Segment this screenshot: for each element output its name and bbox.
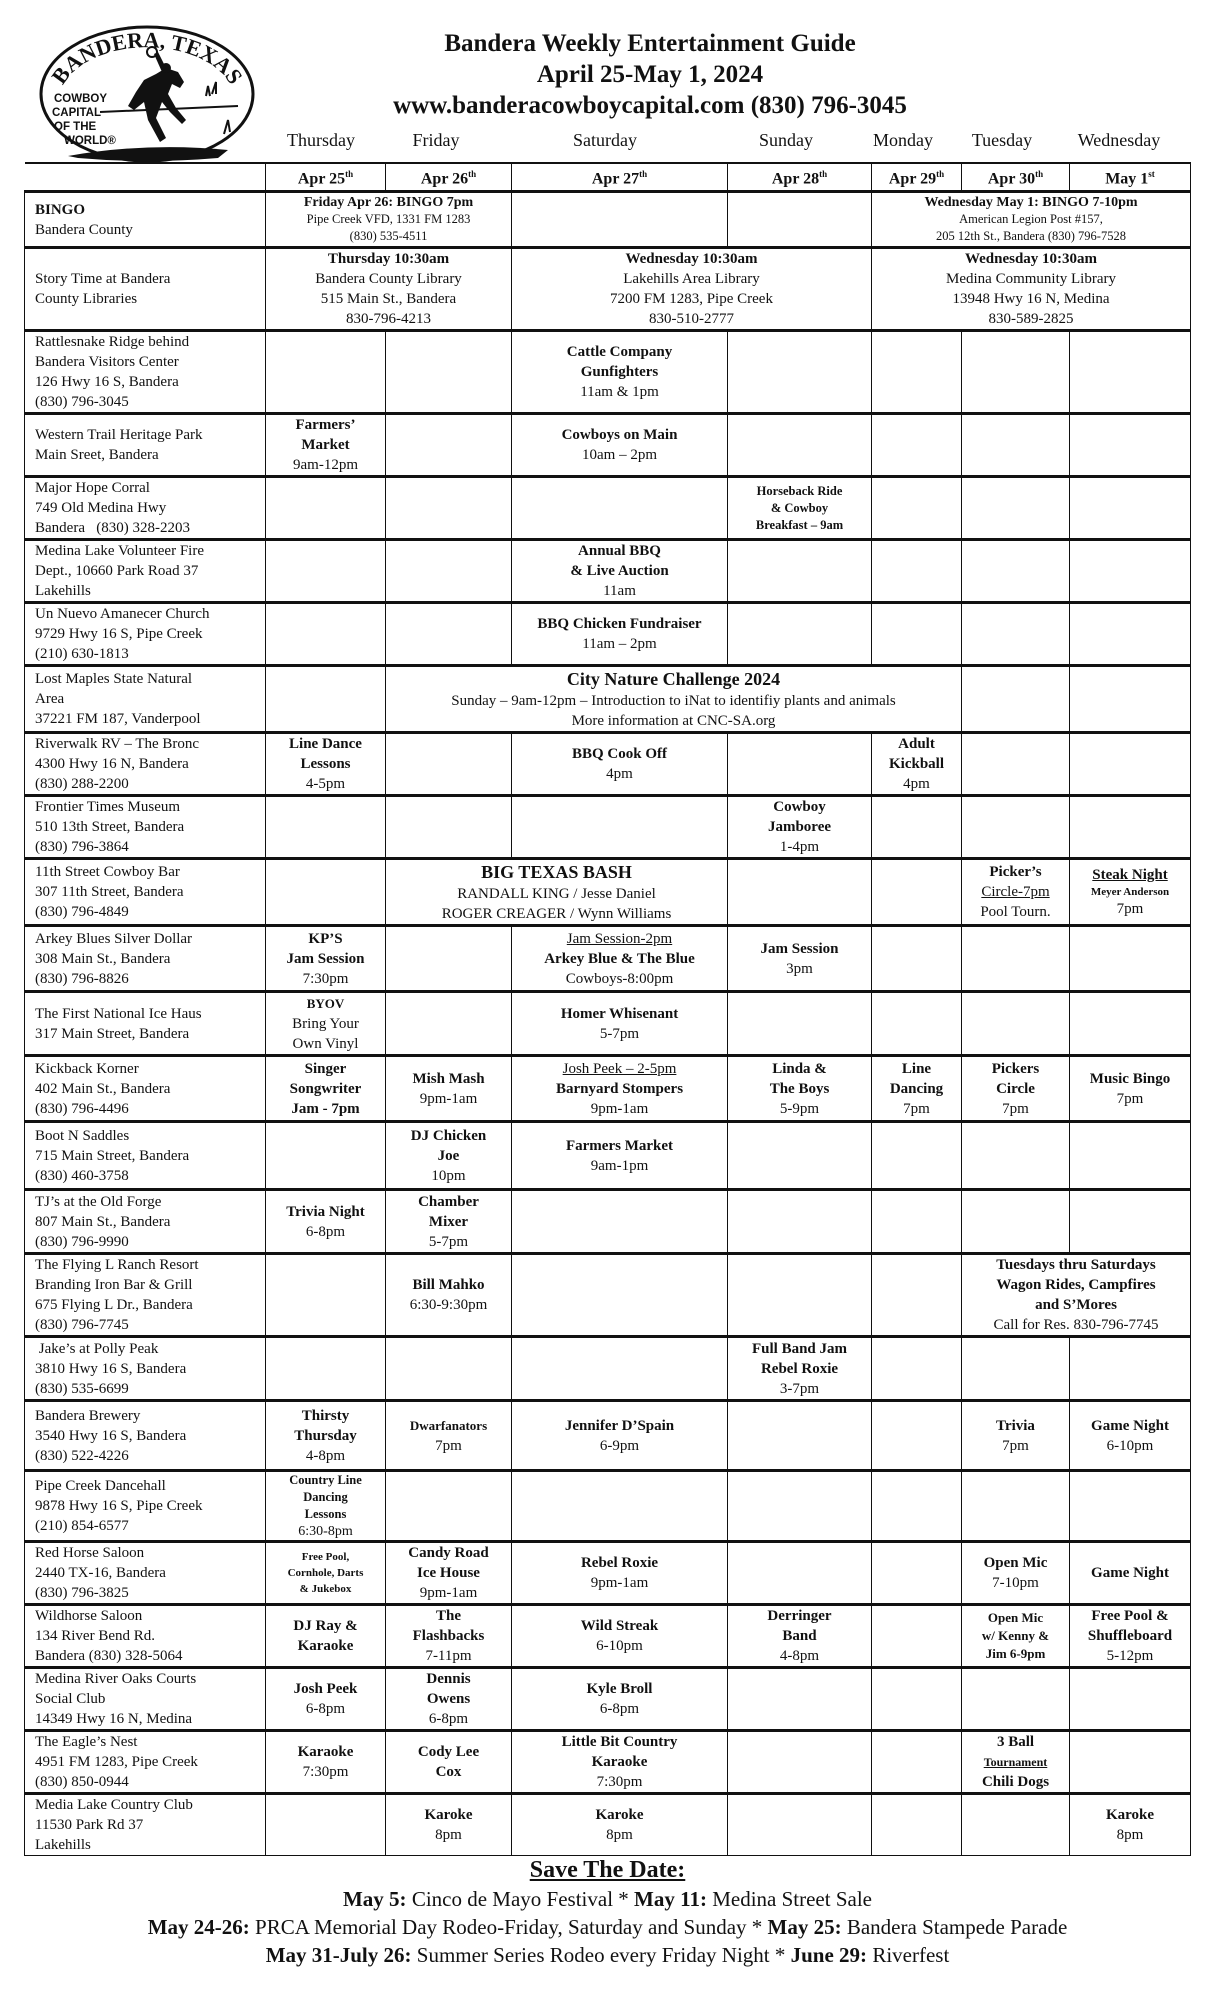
venue-cell: Red Horse Saloon 2440 TX-16, Bandera (830) 796-3825 [25, 1542, 266, 1605]
empty-cell [1070, 331, 1191, 414]
empty-cell [962, 331, 1070, 414]
venue-cell: TJ’s at the Old Forge 807 Main St., Bandera (830) 796-9990 [25, 1190, 266, 1254]
empty-cell [962, 540, 1070, 603]
guide-header [300, 28, 1000, 121]
empty-cell [728, 1401, 872, 1471]
empty-cell [728, 859, 872, 926]
event-cell: Friday Apr 26: BINGO 7pm Pipe Creek VFD, 1331 FM 1283 (830) 535-4511 [266, 192, 512, 248]
event-cell: KP’S Jam Session 7:30pm [266, 926, 386, 992]
day-saturday: Saturday [573, 130, 637, 150]
venue-cell: The First National Ice Haus 317 Main Street, Bandera [25, 992, 266, 1056]
event-cell: Thirsty Thursday 4-8pm [266, 1401, 386, 1471]
event-cell: Mish Mash 9pm-1am [386, 1056, 512, 1122]
event-cell: Candy Road Ice House 9pm-1am [386, 1542, 512, 1605]
empty-cell [1070, 414, 1191, 477]
empty-cell [266, 1122, 386, 1190]
event-cell: Karoke 8pm [1070, 1794, 1191, 1856]
table-row [25, 1337, 1191, 1401]
venue-cell: Wildhorse Saloon 134 River Bend Rd. Bandera (830) 328-5064 [25, 1605, 266, 1668]
event-cell: DJ Chicken Joe 10pm [386, 1122, 512, 1190]
empty-cell [1070, 1122, 1191, 1190]
venue-cell: Bandera Brewery 3540 Hwy 16 S, Bandera (830) 522-4226 [25, 1401, 266, 1471]
event-cell: Game Night [1070, 1542, 1191, 1605]
event-cell: Cowboys on Main 10am – 2pm [512, 414, 728, 477]
table-row [25, 666, 1191, 733]
date-apr28: Apr 28th [728, 163, 872, 192]
table-row [25, 1190, 1191, 1254]
event-cell: Bill Mahko 6:30-9:30pm [386, 1254, 512, 1337]
empty-cell [512, 477, 728, 540]
logo-line2: CAPITAL [52, 107, 101, 119]
event-cell: BBQ Cook Off 4pm [512, 733, 728, 796]
date-header-row [25, 163, 1191, 192]
empty-cell [386, 796, 512, 859]
date-apr29: Apr 29th [872, 163, 962, 192]
event-cell: Open Mic w/ Kenny & Jim 6-9pm [962, 1605, 1070, 1668]
empty-cell [962, 733, 1070, 796]
event-cell: BIG TEXAS BASH RANDALL KING / Jesse Daniel ROGER CREAGER / Wynn Williams [386, 859, 728, 926]
empty-cell [872, 1605, 962, 1668]
empty-cell [512, 1190, 728, 1254]
bandera-cowboy-capital-logo [38, 24, 256, 164]
table-row [25, 477, 1191, 540]
empty-cell [962, 1190, 1070, 1254]
venue-cell: Kickback Korner 402 Main St., Bandera (830) 796-4496 [25, 1056, 266, 1122]
day-sunday: Sunday [759, 130, 813, 150]
event-cell: Karaoke 7:30pm [266, 1731, 386, 1794]
empty-cell [1070, 926, 1191, 992]
venue-cell: Major Hope Corral 749 Old Medina Hwy Bandera (830) 328-2203 [25, 477, 266, 540]
event-cell: Music Bingo 7pm [1070, 1056, 1191, 1122]
empty-cell [872, 1122, 962, 1190]
event-cell: Chamber Mixer 5-7pm [386, 1190, 512, 1254]
empty-cell [962, 1337, 1070, 1401]
save-the-date-title: Save The Date: [529, 1857, 686, 1883]
day-thursday: Thursday [287, 130, 355, 150]
empty-cell [386, 992, 512, 1056]
empty-cell [962, 1122, 1070, 1190]
page-title: Bandera Weekly Entertainment Guide [444, 30, 856, 57]
empty-cell [962, 603, 1070, 666]
table-row [25, 733, 1191, 796]
empty-cell [266, 1794, 386, 1856]
empty-cell [728, 192, 872, 248]
empty-cell [386, 331, 512, 414]
empty-cell [1070, 666, 1191, 733]
event-cell: Country Line Dancing Lessons 6:30-8pm [266, 1471, 386, 1542]
empty-cell [872, 477, 962, 540]
empty-cell [1070, 477, 1191, 540]
event-cell: Cody Lee Cox [386, 1731, 512, 1794]
venue-cell: Lost Maples State Natural Area 37221 FM 187, Vanderpool [25, 666, 266, 733]
empty-cell [962, 1794, 1070, 1856]
empty-cell [872, 926, 962, 992]
logo-arc-text: BANDERA, TEXAS [46, 27, 248, 89]
empty-cell [872, 414, 962, 477]
event-cell: Jam Session 3pm [728, 926, 872, 992]
event-cell: Wednesday May 1: BINGO 7-10pm American Legion Post #157, 205 12th St., Bandera (830) 796-7528 [872, 192, 1191, 248]
entertainment-schedule-table [24, 162, 1191, 1856]
empty-cell [728, 992, 872, 1056]
venue-cell: Frontier Times Museum 510 13th Street, Bandera (830) 796-3864 [25, 796, 266, 859]
empty-cell [386, 540, 512, 603]
table-row [25, 796, 1191, 859]
empty-cell [872, 1794, 962, 1856]
event-cell: Cattle Company Gunfighters 11am & 1pm [512, 331, 728, 414]
day-monday: Monday [873, 130, 933, 150]
empty-cell [872, 1731, 962, 1794]
table-row [25, 1605, 1191, 1668]
venue-cell: Arkey Blues Silver Dollar 308 Main St., Bandera (830) 796-8826 [25, 926, 266, 992]
empty-cell [386, 414, 512, 477]
event-cell: Farmers’ Market 9am-12pm [266, 414, 386, 477]
table-row [25, 926, 1191, 992]
event-cell: Linda & The Boys 5-9pm [728, 1056, 872, 1122]
empty-cell [512, 1254, 728, 1337]
event-cell: Farmers Market 9am-1pm [512, 1122, 728, 1190]
event-cell: Derringer Band 4-8pm [728, 1605, 872, 1668]
empty-cell [728, 1471, 872, 1542]
event-cell: Jennifer D’Spain 6-9pm [512, 1401, 728, 1471]
empty-cell [872, 1254, 962, 1337]
empty-cell [728, 1190, 872, 1254]
event-cell: Wild Streak 6-10pm [512, 1605, 728, 1668]
empty-cell [386, 1337, 512, 1401]
venue-cell: Media Lake Country Club 11530 Park Rd 37 Lakehills [25, 1794, 266, 1856]
empty-cell [962, 796, 1070, 859]
empty-cell [1070, 1668, 1191, 1731]
table-row [25, 192, 1191, 248]
event-cell: 3 Ball Tournament Chili Dogs [962, 1731, 1070, 1794]
empty-cell [872, 603, 962, 666]
empty-cell [962, 992, 1070, 1056]
event-cell: Karoke 8pm [512, 1794, 728, 1856]
event-cell: Josh Peek 6-8pm [266, 1668, 386, 1731]
empty-cell [728, 1731, 872, 1794]
venue-cell: Pipe Creek Dancehall 9878 Hwy 16 S, Pipe Creek (210) 854-6577 [25, 1471, 266, 1542]
table-row [25, 859, 1191, 926]
table-row [25, 1122, 1191, 1190]
date-apr30: Apr 30th [962, 163, 1070, 192]
empty-cell [1070, 733, 1191, 796]
venue-cell: Riverwalk RV – The Bronc 4300 Hwy 16 N, Bandera (830) 288-2200 [25, 733, 266, 796]
empty-cell [266, 331, 386, 414]
event-cell: DJ Ray & Karaoke [266, 1605, 386, 1668]
venue-cell: Boot N Saddles 715 Main Street, Bandera (830) 460-3758 [25, 1122, 266, 1190]
logo-line4: WORLD® [64, 135, 116, 147]
table-row [25, 1794, 1191, 1856]
event-cell: Tuesdays thru Saturdays Wagon Rides, Campfires and S’Mores Call for Res. 830-796-7745 [962, 1254, 1191, 1337]
empty-cell [266, 603, 386, 666]
empty-cell [962, 666, 1070, 733]
event-cell: Annual BBQ & Live Auction 11am [512, 540, 728, 603]
table-row [25, 992, 1191, 1056]
empty-cell [266, 540, 386, 603]
event-cell: Wednesday 10:30am Medina Community Library 13948 Hwy 16 N, Medina 830-589-2825 [872, 248, 1191, 331]
empty-cell [728, 1542, 872, 1605]
event-cell: BBQ Chicken Fundraiser 11am – 2pm [512, 603, 728, 666]
event-cell: Open Mic 7-10pm [962, 1542, 1070, 1605]
empty-cell [872, 1471, 962, 1542]
empty-cell [266, 1254, 386, 1337]
empty-cell [872, 1190, 962, 1254]
event-cell: Steak Night Meyer Anderson 7pm [1070, 859, 1191, 926]
day-wednesday: Wednesday [1077, 130, 1161, 150]
empty-cell [512, 192, 728, 248]
event-cell: Josh Peek – 2-5pm Barnyard Stompers 9pm-1am [512, 1056, 728, 1122]
venue-cell: Medina Lake Volunteer Fire Dept., 10660 Park Road 37 Lakehills [25, 540, 266, 603]
venue-cell: Western Trail Heritage Park Main Sreet, Bandera [25, 414, 266, 477]
empty-cell [728, 540, 872, 603]
day-friday: Friday [412, 130, 460, 150]
empty-cell [872, 796, 962, 859]
venue-cell: 11th Street Cowboy Bar 307 11th Street, Bandera (830) 796-4849 [25, 859, 266, 926]
empty-cell [872, 1542, 962, 1605]
event-cell: Free Pool & Shuffleboard 5-12pm [1070, 1605, 1191, 1668]
empty-cell [386, 926, 512, 992]
event-cell: Wednesday 10:30am Lakehills Area Library 7200 FM 1283, Pipe Creek 830-510-2777 [512, 248, 872, 331]
table-row [25, 1254, 1191, 1337]
empty-cell [512, 1471, 728, 1542]
table-row [25, 540, 1191, 603]
empty-cell [872, 992, 962, 1056]
event-cell: The Flashbacks 7-11pm [386, 1605, 512, 1668]
table-row [25, 1471, 1191, 1542]
table-row [25, 331, 1191, 414]
event-cell: Little Bit Country Karaoke 7:30pm [512, 1731, 728, 1794]
table-row [25, 414, 1191, 477]
empty-cell [266, 796, 386, 859]
venue-cell: Medina River Oaks Courts Social Club 14349 Hwy 16 N, Medina [25, 1668, 266, 1731]
event-cell: Full Band Jam Rebel Roxie 3-7pm [728, 1337, 872, 1401]
event-cell: City Nature Challenge 2024 Sunday – 9am-12pm – Introduction to iNat to identifiy plants and animals More information at CNC-SA.org [386, 666, 962, 733]
date-apr26: Apr 26th [386, 163, 512, 192]
date-may1: May 1st [1070, 163, 1191, 192]
venue-cell: BINGO Bandera County [25, 192, 266, 248]
empty-cell [728, 603, 872, 666]
venue-cell: Story Time at Bandera County Libraries [25, 248, 266, 331]
event-cell: Adult Kickball 4pm [872, 733, 962, 796]
empty-cell [728, 733, 872, 796]
empty-cell [872, 331, 962, 414]
empty-cell [1070, 1190, 1191, 1254]
empty-cell [728, 1122, 872, 1190]
empty-cell [962, 1471, 1070, 1542]
date-apr25: Apr 25th [266, 163, 386, 192]
empty-cell [386, 603, 512, 666]
logo-line3: OF THE [54, 121, 97, 133]
empty-cell [728, 414, 872, 477]
table-row [25, 1668, 1191, 1731]
save-date-line-3: May 31-July 26: Summer Series Rodeo every Friday Night * June 29: Riverfest [265, 1943, 950, 1967]
empty-cell [728, 1254, 872, 1337]
empty-cell [266, 1337, 386, 1401]
empty-cell [512, 796, 728, 859]
date-range: April 25-May 1, 2024 [536, 61, 764, 88]
event-cell: Dwarfanators 7pm [386, 1401, 512, 1471]
event-cell: Jam Session-2pm Arkey Blue & The Blue Cowboys-8:00pm [512, 926, 728, 992]
venue-cell: The Eagle’s Nest 4951 FM 1283, Pipe Creek (830) 850-0944 [25, 1731, 266, 1794]
event-cell: Line Dance Lessons 4-5pm [266, 733, 386, 796]
event-cell: Free Pool, Cornhole, Darts & Jukebox [266, 1542, 386, 1605]
empty-cell [386, 477, 512, 540]
save-date-line-1: May 5: Cinco de Mayo Festival * May 11: Medina Street Sale [342, 1887, 872, 1911]
event-cell: Pickers Circle 7pm [962, 1056, 1070, 1122]
empty-cell [266, 666, 386, 733]
event-cell: Kyle Broll 6-8pm [512, 1668, 728, 1731]
empty-cell [872, 1337, 962, 1401]
empty-cell [962, 414, 1070, 477]
empty-cell [266, 859, 386, 926]
table-row [25, 1056, 1191, 1122]
event-cell: Trivia 7pm [962, 1401, 1070, 1471]
event-cell: Singer Songwriter Jam - 7pm [266, 1056, 386, 1122]
table-row [25, 1542, 1191, 1605]
event-cell: Karoke 8pm [386, 1794, 512, 1856]
empty-cell [962, 926, 1070, 992]
empty-cell [386, 733, 512, 796]
venue-cell: Un Nuevo Amanecer Church 9729 Hwy 16 S, Pipe Creek (210) 630-1813 [25, 603, 266, 666]
event-cell: Homer Whisenant 5-7pm [512, 992, 728, 1056]
corner-blank [25, 163, 266, 192]
event-cell: Thursday 10:30am Bandera County Library 515 Main St., Bandera 830-796-4213 [266, 248, 512, 331]
empty-cell [512, 1337, 728, 1401]
table-row [25, 1731, 1191, 1794]
event-cell: Horseback Ride & Cowboy Breakfast – 9am [728, 477, 872, 540]
event-cell: Picker’s Circle-7pm Pool Tourn. [962, 859, 1070, 926]
event-cell: Line Dancing 7pm [872, 1056, 962, 1122]
empty-cell [728, 1794, 872, 1856]
save-the-date-section [0, 1855, 1215, 1969]
empty-cell [962, 1668, 1070, 1731]
empty-cell [872, 540, 962, 603]
empty-cell [728, 1668, 872, 1731]
empty-cell [1070, 540, 1191, 603]
empty-cell [1070, 796, 1191, 859]
venue-cell: Rattlesnake Ridge behind Bandera Visitors Center 126 Hwy 16 S, Bandera (830) 796-3045 [25, 331, 266, 414]
save-date-line-2: May 24-26: PRCA Memorial Day Rodeo-Friday, Saturday and Sunday * May 25: Bandera Stampede Parade [147, 1915, 1068, 1939]
website-phone: www.banderacowboycapital.com (830) 796-3045 [393, 92, 907, 119]
venue-cell: Jake’s at Polly Peak 3810 Hwy 16 S, Bandera (830) 535-6699 [25, 1337, 266, 1401]
empty-cell [1070, 1731, 1191, 1794]
table-row [25, 248, 1191, 331]
day-tuesday: Tuesday [971, 130, 1033, 150]
venue-cell: The Flying L Ranch Resort Branding Iron Bar & Grill 675 Flying L Dr., Bandera (830) 796-7745 [25, 1254, 266, 1337]
empty-cell [266, 477, 386, 540]
empty-cell [1070, 603, 1191, 666]
event-cell: BYOV Bring Your Own Vinyl [266, 992, 386, 1056]
date-apr27: Apr 27th [512, 163, 728, 192]
empty-cell [1070, 992, 1191, 1056]
event-cell: Dennis Owens 6-8pm [386, 1668, 512, 1731]
table-row [25, 603, 1191, 666]
empty-cell [386, 1471, 512, 1542]
event-cell: Game Night 6-10pm [1070, 1401, 1191, 1471]
event-cell: Rebel Roxie 9pm-1am [512, 1542, 728, 1605]
logo-line1: COWBOY [54, 93, 108, 105]
empty-cell [872, 1401, 962, 1471]
empty-cell [728, 331, 872, 414]
empty-cell [962, 477, 1070, 540]
table-row [25, 1401, 1191, 1471]
event-cell: Cowboy Jamboree 1-4pm [728, 796, 872, 859]
empty-cell [1070, 1471, 1191, 1542]
empty-cell [1070, 1337, 1191, 1401]
event-cell: Trivia Night 6-8pm [266, 1190, 386, 1254]
empty-cell [872, 1668, 962, 1731]
empty-cell [872, 859, 962, 926]
